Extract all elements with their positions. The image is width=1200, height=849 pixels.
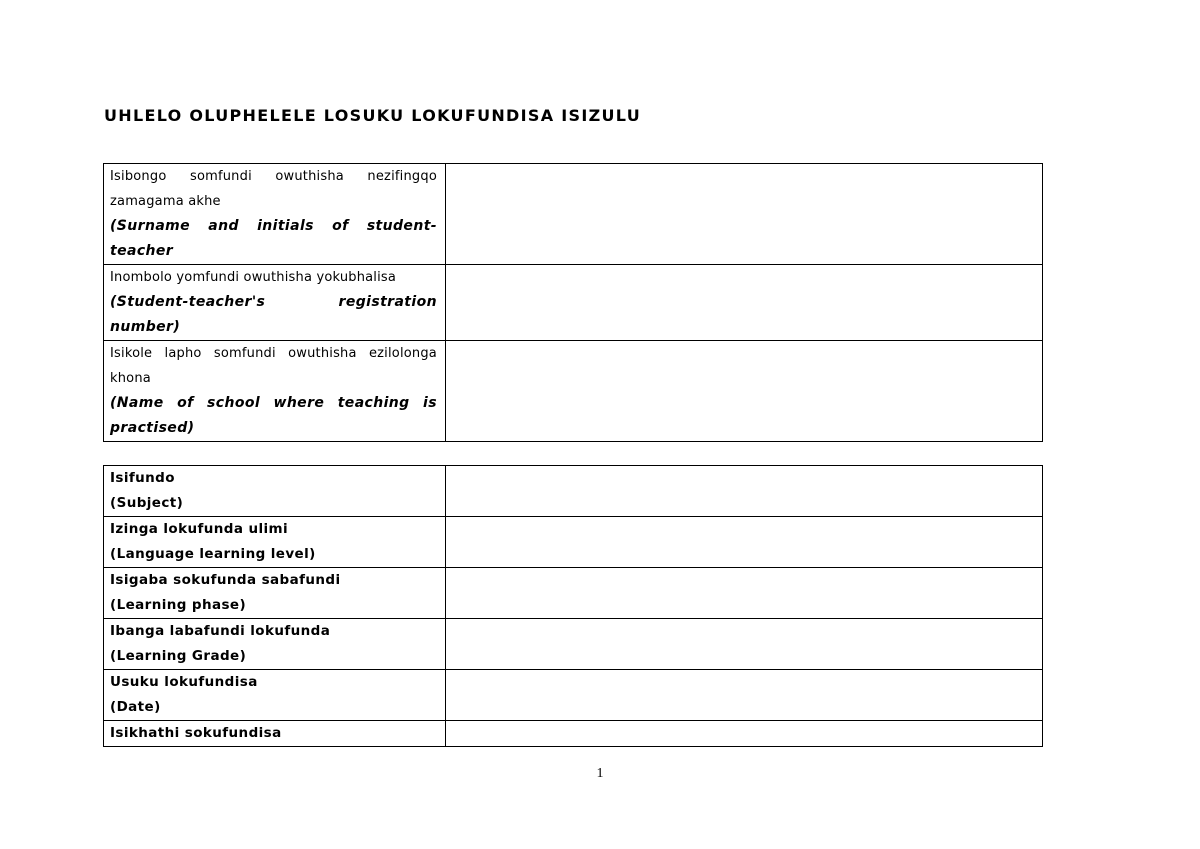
table-row <box>104 568 1043 619</box>
school-zulu-line1: Isikole lapho somfundi owuthisha ezilolonga <box>110 346 437 361</box>
language-level-label-cell: Izinga lokufunda ulimi (Language learning level) <box>104 517 446 568</box>
subject-label-cell: Isifundo (Subject) <box>104 466 446 517</box>
surname-zulu-line1: Isibongo somfundi owuthisha nezifingqo <box>110 169 437 184</box>
surname-english-line1: (Surname and initials of student- <box>110 218 437 234</box>
school-zulu-line2: khona <box>110 371 151 386</box>
school-input-cell[interactable] <box>446 341 1043 442</box>
subject-input-cell[interactable] <box>446 466 1043 517</box>
registration-zulu-line: Inombolo yomfundi owuthisha yokubhalisa <box>110 270 397 285</box>
teaching-time-input-cell[interactable] <box>446 721 1043 747</box>
surname-label-cell <box>104 164 446 265</box>
table-row <box>104 670 1043 721</box>
learning-grade-input-cell[interactable] <box>446 619 1043 670</box>
page-number: 1 <box>596 766 604 781</box>
language-level-input-cell[interactable] <box>446 517 1043 568</box>
registration-english-line1: (Student-teacher's registration <box>110 294 437 310</box>
date-label-cell: Usuku lokufundisa (Date) <box>104 670 446 721</box>
table-row <box>104 341 1043 442</box>
surname-english-line2: teacher <box>110 243 174 259</box>
student-teacher-details-table <box>103 163 1043 442</box>
registration-english-line2: number) <box>110 319 181 335</box>
surname-zulu-line2: zamagama akhe <box>110 194 221 209</box>
school-label-cell <box>104 341 446 442</box>
table-row <box>104 517 1043 568</box>
table-row <box>104 721 1043 747</box>
table-row <box>104 619 1043 670</box>
registration-input-cell[interactable] <box>446 265 1043 341</box>
school-english-line2: practised) <box>110 420 195 436</box>
table-row <box>104 265 1043 341</box>
registration-label-cell <box>104 265 446 341</box>
table-row <box>104 164 1043 265</box>
lesson-details-table <box>103 465 1043 747</box>
surname-input-cell[interactable] <box>446 164 1043 265</box>
page-title: UHLELO OLUPHELELE LOSUKU LOKUFUNDISA ISIZULU <box>104 106 642 125</box>
learning-phase-input-cell[interactable] <box>446 568 1043 619</box>
table-row <box>104 466 1043 517</box>
learning-phase-label-cell: Isigaba sokufunda sabafundi (Learning phase) <box>104 568 446 619</box>
learning-grade-label-cell: Ibanga labafundi lokufunda (Learning Grade) <box>104 619 446 670</box>
school-english-line1: (Name of school where teaching is <box>110 395 437 411</box>
date-input-cell[interactable] <box>446 670 1043 721</box>
teaching-time-label-cell: Isikhathi sokufundisa <box>104 721 446 747</box>
